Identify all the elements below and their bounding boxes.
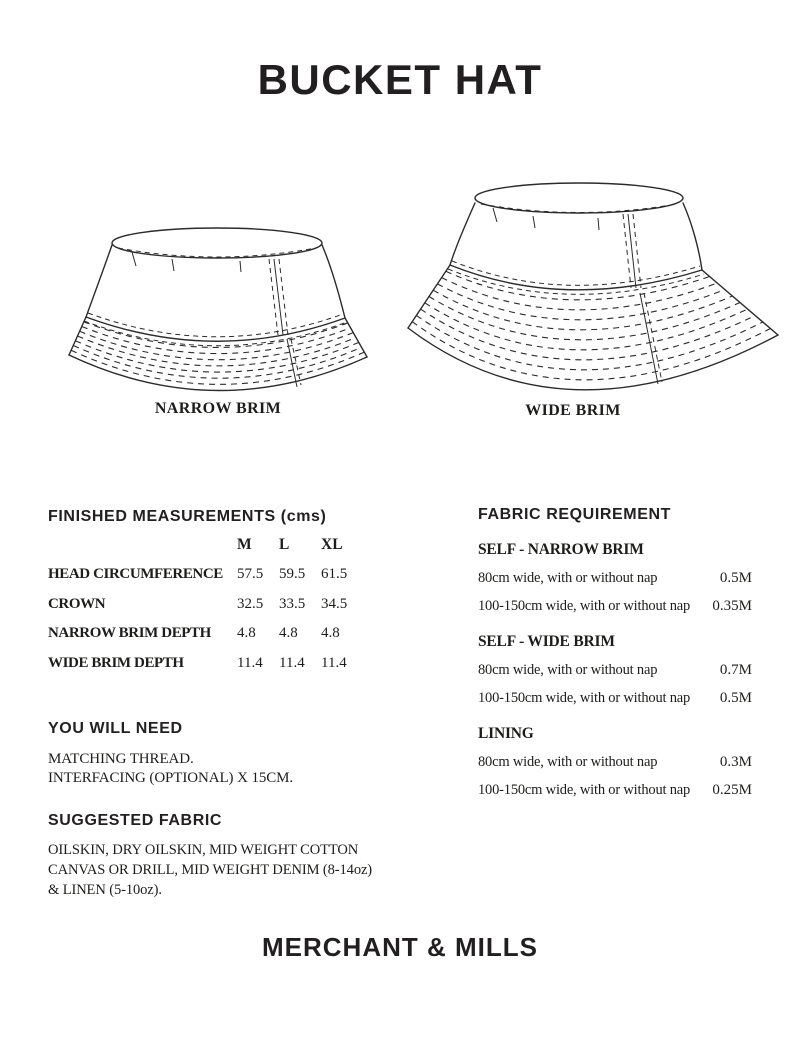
fabric-row [478,597,752,615]
narrow-brim-hat-illustration [62,213,392,413]
measurement-value: 11.4 [237,654,263,671]
suggested-fabric-line: CANVAS OR DRILL, MID WEIGHT DENIM (8-14oz) [48,862,373,878]
fabric-amount: 0.3M [719,754,752,770]
measurement-value: 4.8 [237,625,256,641]
measurement-value: 34.5 [321,595,348,612]
you-will-need-list [48,750,293,788]
narrow-brim-label: NARROW BRIM [154,400,282,417]
fabric-row [478,569,752,587]
size-header-xl: XL [321,536,343,553]
measurement-value: 4.8 [321,625,340,641]
fabric-width-desc: 100-150cm wide, with or without nap [478,782,691,798]
wide-brim-label: WIDE BRIM [525,402,621,419]
measurement-value: 33.5 [279,595,306,612]
fabric-amount: 0.5M [719,690,752,706]
measurement-value: 32.5 [237,595,264,612]
you-will-need-line: MATCHING THREAD. [48,751,194,767]
measurement-row-label: HEAD CIRCUMFERENCE [48,566,223,582]
measurement-row-label: CROWN [48,595,106,612]
fabric-width-desc: 80cm wide, with or without nap [478,754,658,770]
fabric-width-desc: 100-150cm wide, with or without nap [478,598,691,614]
suggested-fabric-text [48,840,372,900]
fabric-row [478,689,752,707]
fabric-width-desc: 80cm wide, with or without nap [478,570,658,586]
fabric-amount: 0.25M [712,782,752,798]
fabric-row [478,753,752,771]
brand-footer: MERCHANT & MILLS [262,932,538,962]
suggested-fabric-line: & LINEN (5-10oz). [48,882,162,898]
fabric-requirement-heading: FABRIC REQUIREMENT [478,506,672,523]
measurement-value: 4.8 [279,625,298,641]
size-header-l: L [279,536,290,553]
fabric-row [478,781,752,799]
fabric-group-title: SELF - WIDE BRIM [478,633,615,650]
fabric-group-title: SELF - NARROW BRIM [478,541,644,558]
fabric-amount: 0.7M [719,662,752,678]
fabric-width-desc: 100-150cm wide, with or without nap [478,690,691,706]
fabric-requirement-section [478,506,752,799]
measurement-row-label: WIDE BRIM DEPTH [48,654,184,671]
wide-brim-hat-illustration [398,176,788,398]
measurement-value: 57.5 [237,566,264,582]
size-header-m: M [237,536,252,553]
suggested-fabric-heading: SUGGESTED FABRIC [48,812,223,829]
you-will-need-line: INTERFACING (OPTIONAL) X 15CM. [48,770,294,786]
measurement-value: 11.4 [279,654,305,671]
you-will-need-heading: YOU WILL NEED [48,720,183,737]
fabric-width-desc: 80cm wide, with or without nap [478,662,658,678]
fabric-amount: 0.5M [719,570,752,586]
fabric-group-title: LINING [478,725,534,742]
measurement-value: 11.4 [321,654,347,671]
fabric-row [478,661,752,679]
measurement-value: 61.5 [321,566,348,582]
page-title: BUCKET HAT [257,56,543,103]
measurements-table [48,536,381,684]
measurement-row-label: NARROW BRIM DEPTH [48,625,211,641]
suggested-fabric-line: OILSKIN, DRY OILSKIN, MID WEIGHT COTTON [48,842,359,858]
measurement-value: 59.5 [279,566,306,582]
finished-measurements-heading: FINISHED MEASUREMENTS (cms) [48,508,327,525]
fabric-amount: 0.35M [712,598,752,614]
